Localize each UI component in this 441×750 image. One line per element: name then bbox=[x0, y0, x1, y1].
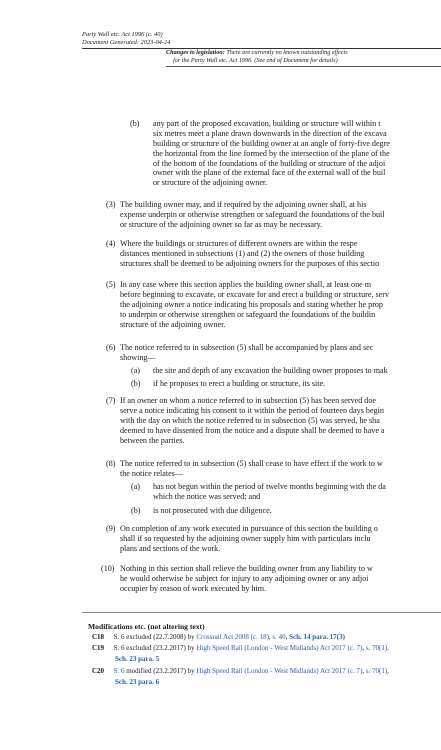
subsection-line: the notice relates— bbox=[120, 468, 183, 478]
schedule-23-para-6-link[interactable]: Sch. 23 para. 6 bbox=[115, 678, 160, 686]
subsection-6-item-a-text: the site and depth of any excavation the building owner proposes to mak bbox=[153, 366, 388, 375]
para-b-line: building or structure of the building owner at an angle of forty-five degre bbox=[153, 138, 390, 148]
modification-c19-line2 bbox=[115, 655, 159, 664]
item-line: which the notice was served; and bbox=[153, 491, 261, 501]
subsection-4-text bbox=[120, 239, 379, 269]
separator: , bbox=[362, 644, 366, 652]
para-b-line: owner with the plane of the external face of the external wall of the buil bbox=[153, 168, 386, 178]
changes-notice-text: There are currently no known outstanding effects bbox=[226, 49, 348, 56]
hs2-act-link[interactable]: High Speed Rail (London - West Midlands) Act 2017 (c. 7) bbox=[196, 667, 363, 675]
subsection-line: occupier by reason of work executed by him. bbox=[120, 583, 267, 593]
document-generated: Document Generated: 2023-04-24 bbox=[82, 39, 171, 46]
section-40-link[interactable]: s. 40 bbox=[272, 633, 286, 641]
section-6-link[interactable]: S. 6 bbox=[113, 667, 125, 675]
subsection-8-item-b-letter: (b) bbox=[131, 506, 141, 515]
modification-code: C19 bbox=[92, 644, 105, 652]
subsection-9-number: (9) bbox=[106, 524, 116, 533]
schedule-14-link[interactable]: Sch. 14 para. 17(3) bbox=[289, 633, 345, 641]
para-b-line: any part of the proposed excavation, building or structure will within t bbox=[153, 119, 381, 128]
subsection-line: The building owner may, and if required by the adjoining owner shall, at his bbox=[120, 200, 367, 209]
subsection-10-text bbox=[120, 564, 373, 594]
para-b-text bbox=[153, 119, 390, 188]
subsection-line: The notice referred to in subsection (5) shall cease to have effect if the work to w bbox=[120, 459, 383, 468]
subsection-4-number: (4) bbox=[106, 239, 116, 248]
subsection-8-item-b-text: is not prosecuted with due diligence. bbox=[153, 506, 272, 515]
modification-text: S. 6 excluded (22.7.2008) by bbox=[113, 633, 197, 641]
modification-code: C18 bbox=[92, 633, 105, 641]
subsection-7-text bbox=[120, 396, 385, 445]
subsection-line: On completion of any work executed in pursuance of this section the building o bbox=[120, 524, 378, 533]
separator: , bbox=[268, 633, 273, 641]
subsection-line: or structure of the adjoining owner so far as may be necessary. bbox=[120, 219, 323, 229]
section-70-link[interactable]: s. 70(1), bbox=[365, 644, 389, 652]
subsection-line: before beginning to excavate, or excavate for and erect a building or structure, serv bbox=[120, 289, 389, 299]
subsection-6-item-a-letter: (a) bbox=[131, 366, 140, 375]
subsection-line: structures shall be deemed to be adjoining owners for the purposes of this sectio bbox=[120, 258, 380, 268]
subsection-line: showing— bbox=[120, 352, 156, 362]
subsection-line: The notice referred to in subsection (5) shall be accompanied by plans and sec bbox=[120, 343, 374, 352]
para-b-line: six metres meet a plane drawn downwards in the direction of the excava bbox=[153, 128, 387, 138]
subsection-line: plans and sections of the work. bbox=[120, 543, 221, 553]
modification-c19 bbox=[92, 644, 389, 653]
subsection-line: distances mentioned in subsections (1) and (2) the owners of those building bbox=[120, 248, 365, 258]
schedule-23-para-5-link[interactable]: Sch. 23 para. 5 bbox=[115, 655, 160, 663]
subsection-7-number: (7) bbox=[106, 396, 116, 405]
changes-notice bbox=[166, 49, 348, 57]
separator: , bbox=[362, 667, 366, 675]
para-b-letter: (b) bbox=[130, 119, 140, 128]
subsection-8-item-a-letter: (a) bbox=[131, 482, 140, 491]
modification-text: modified (23.2.2017) by bbox=[124, 667, 197, 675]
subsection-line: In any case where this section applies the building owner shall, at least one m bbox=[120, 280, 372, 289]
subsection-line: If an owner on whom a notice referred to in subsection (5) has been served doe bbox=[120, 396, 376, 405]
subsection-6-number: (6) bbox=[106, 343, 116, 352]
modifications-rule bbox=[82, 612, 441, 613]
subsection-6-item-b-text: if he proposes to erect a building or structure, its site. bbox=[153, 379, 326, 388]
modification-text: S. 6 excluded (23.2.2017) by bbox=[113, 644, 197, 652]
crossrail-act-link[interactable]: Crossrail Act 2008 (c. 18) bbox=[196, 633, 269, 641]
subsection-8-text bbox=[120, 459, 383, 479]
para-b-line: or structure of the adjoining owner. bbox=[153, 178, 268, 188]
separator: , bbox=[285, 633, 290, 641]
changes-notice-line2: for the Party Wall etc. Act 1996. (See end of Document for details) bbox=[173, 57, 338, 64]
subsection-line: between the parties. bbox=[120, 435, 185, 445]
subsection-3-number: (3) bbox=[106, 200, 116, 209]
subsection-line: deemed to have dissented from the notice and a dispute shall be deemed to have a bbox=[120, 425, 385, 435]
notice-rule bbox=[166, 66, 441, 67]
subsection-9-text bbox=[120, 524, 378, 554]
subsection-6-item-b-letter: (b) bbox=[131, 379, 141, 388]
subsection-line: Where the buildings or structures of different owners are within the respe bbox=[120, 239, 358, 248]
subsection-line: with the day on which the notice referred to in subsection (5) was served, he sha bbox=[120, 415, 380, 425]
subsection-line: the adjoining owner a notice indicating his proposals and stating whether he prop bbox=[120, 299, 383, 309]
subsection-6-text bbox=[120, 343, 373, 363]
subsection-8-number: (8) bbox=[106, 459, 116, 468]
subsection-5-number: (5) bbox=[106, 280, 116, 289]
subsection-line: shall if so requested by the adjoining owner supply him with particulars inclu bbox=[120, 533, 371, 543]
modification-c18 bbox=[92, 633, 345, 642]
subsection-line: he would otherwise be subject for injury to any adjoining owner or any adjoi bbox=[120, 573, 369, 583]
modification-c20 bbox=[92, 667, 389, 676]
changes-notice-label: Changes to legislation: bbox=[166, 49, 225, 56]
subsection-5-text bbox=[120, 280, 389, 329]
modification-code: C20 bbox=[92, 667, 105, 675]
para-b-line: of the bottom of the foundations of the building or structure of the adjoi bbox=[153, 158, 386, 168]
subsection-line: Nothing in this section shall relieve the building owner from any liability to w bbox=[120, 564, 373, 573]
subsection-line: expense underpin or otherwise strengthen or safeguard the foundations of the buil bbox=[120, 209, 385, 219]
modifications-title: Modifications etc. (not altering text) bbox=[88, 622, 205, 631]
subsection-10-number: (10) bbox=[101, 564, 115, 573]
subsection-line: serve a notice indicating his consent to it within the period of fourteen days begin bbox=[120, 405, 384, 415]
section-70-link[interactable]: s. 70(1), bbox=[365, 667, 389, 675]
subsection-3-text bbox=[120, 200, 385, 230]
subsection-line: structure of the adjoining owner. bbox=[120, 319, 226, 329]
para-b-line: the horizontal from the line formed by the intersection of the plane of the bbox=[153, 148, 390, 158]
item-line: has not begun within the period of twelve months beginning with the da bbox=[153, 482, 386, 491]
subsection-line: to underpin or otherwise strengthen or safeguard the foundations of the buildin bbox=[120, 309, 376, 319]
subsection-8-item-a-text bbox=[153, 482, 386, 502]
act-title: Party Wall etc. Act 1996 (c. 40) bbox=[82, 31, 163, 38]
hs2-act-link[interactable]: High Speed Rail (London - West Midlands) Act 2017 (c. 7) bbox=[196, 644, 363, 652]
modification-c20-line2 bbox=[115, 678, 159, 687]
